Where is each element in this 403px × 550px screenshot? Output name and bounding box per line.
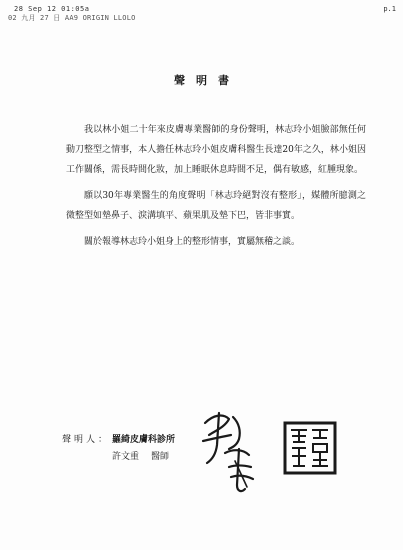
statement-paragraph-3: 關於報導林志玲小姐身上的整形情事，實屬無稽之談。 [84,237,301,247]
fax-page-number: p.1 [383,5,396,13]
doctor-line [112,449,169,465]
fax-timestamp: 28 Sep 12 01:05a [14,5,90,13]
document-title: 聲明書 [174,74,240,87]
signer-block [62,432,176,462]
doctor-title: 醫師 [151,452,170,462]
signer-label: 聲明人： [62,435,111,445]
fax-origin-line: 02 九月 27 日 AA9 ORIGIN LLOLO [8,14,136,22]
statement-paragraph-1: 我以林小姐二十年來皮膚專業醫師的身份聲明，林志玲小姐臉部無任何動刀整型之情事，本人擔任林志玲小姐皮膚科醫生長達20年之久，林小姐因工作關係，需長時間化妝，加上睡眠休息時間不足，偶有敏感，紅腫現象。 [66,125,366,175]
signature-icon [195,405,257,497]
fax-header [8,3,396,23]
doctor-name: 許文重 [112,452,140,462]
statement-body [66,120,366,252]
statement-paragraph-2: 願以30年專業醫生的角度聲明「林志玲絕對沒有整形」，媒體所臆測之微整型如墊鼻子、淚溝填平、蘋果肌及墊下巴，皆非事實。 [66,191,366,221]
clinic-name: 羅綺皮膚科診所 [112,435,176,445]
seal-icon [282,420,338,476]
